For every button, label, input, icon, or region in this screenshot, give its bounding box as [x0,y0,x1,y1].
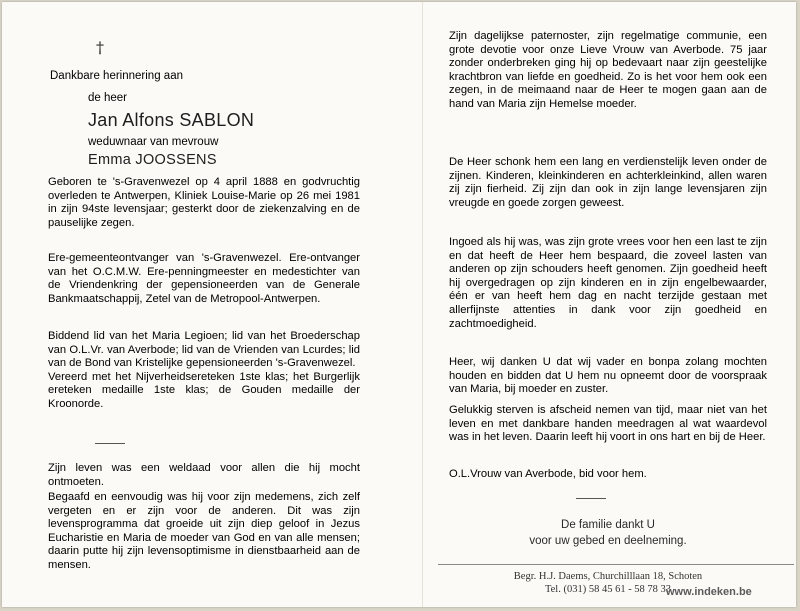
printer-line-1: Begr. H.J. Daems, Churchilllaan 18, Schoten [513,571,703,582]
memberships-paragraph: Biddend lid van het Maria Legioen; lid van het Broederschap van O.L.Vr. van Averbode; lid van de Vrienden van Lcurdes; lid van de Bond van Kristelijke gepensioneerden 's-Gravenwezel. Vereerd met het Nijverheidsereteken 1ste klas; het Burgerlijk ereteken medaille 1ste klas; de Gouden medaille der Kroonorde. [48,330,360,410]
birth-death-paragraph: Geboren te 's-Gravenwezel op 4 april 1888 en godvruchtig overleden te Antwerpen, Kliniek Louise-Marie op 26 mei 1981 in zijn 94ste levensjaar; gesterkt door de ziekenzalving en de pauselijke zegen. [48,176,360,229]
deceased-name: Jan Alfons SABLON [88,110,255,130]
invocation-line: O.L.Vrouw van Averbode, bid voor hem. [449,468,647,480]
intro-line-3: weduwnaar van mevrouw [88,136,219,148]
prayer-paragraph: Heer, wij danken U dat wij vader en bonpa zolang mochten houden en bidden dat U hem nu opneemt door de voorspraak van Maria, bij moeder en zuster. [449,356,767,396]
printer-line-2: Tel. (031) 58 45 61 - 58 78 33 [544,584,672,595]
card-fold-line [422,2,423,607]
intro-line-2: de heer [88,92,128,104]
goodness-paragraph: Ingoed als hij was, was zijn grote vrees voor hen een last te zijn en dat heeft de Heer hem bespaard, die zoveel lasten van anderen op zijn schouders heeft genomen. Zijn goedheid heeft hij overgedragen op zijn kinderen en in zijn engelbewaarder, één er van heeft hem dag en nacht terzijde gestaan met allerfijnste attenties in dank voor zijn goedheid en zachtmoedigheid. [449,236,767,330]
family-paragraph: De Heer schonk hem een lang en verdienstelijk leven onder de zijnen. Kinderen, kleinkinderen en achterkleinkind, allen waren zij zijn fierheid. Zij zijn dan ook in zijn lange levensjaren zijn vreugde en goede zorgen geweest. [449,156,767,209]
devotion-paragraph: Zijn dagelijkse paternoster, zijn regelmatige communie, een grote devotie voor onze Lieve Vrouw van Averbode. 75 jaar zonder onderbreken ging hij op bedevaart naar zijn geestelijke krachtbron van liefde en goedheid. Zo is het voor hem ook een zegen, in de meimaand naar de Heer te mogen gaan aan de hand van Maria zijn Hemelse moeder. [449,30,767,110]
closing-line-2: voor uw gebed en deelneming. [529,535,687,547]
cross-icon: † [96,38,104,57]
closing-line-1: De familie dankt U [561,519,655,531]
divider-left [95,443,125,444]
career-paragraph: Ere-gemeenteontvanger van 's-Gravenwezel. Ere-ontvanger van het O.C.M.W. Ere-penningmeester en medestichter van de Vriendenkring der gepensioneerden van de Generale Bankmaatschappij, Zetel van de Metropool-Antwerpen. [48,252,360,305]
memorial-card [2,2,796,607]
life-paragraph: Zijn leven was een weldaad voor allen die hij mocht ontmoeten. [48,462,360,488]
divider-right [576,498,606,499]
intro-line-1: Dankbare herinnering aan [50,70,183,82]
character-paragraph: Begaafd en eenvoudig was hij voor zijn medemens, zich zelf vergeten en er zijn voor de anderen. Dit was zijn levensprogramma dat groeide uit zijn diep geloof in Jezus Eucharistie en Maria de moeder van God en van alle mensen; daarin putte hij zijn levensoptimisme in dienstbaarheid aan de mensen. [48,491,360,571]
watermark: www.indeken.be [666,586,752,598]
farewell-paragraph: Gelukkig sterven is afscheid nemen van tijd, maar niet van het leven en met dankbare handen meedragen al wat waardevol was in het leven. Daarin leeft hij voort in ons hart en bij de Heer. [449,404,767,444]
spouse-name: Emma JOOSSENS [88,152,217,168]
printer-rule [438,564,794,565]
